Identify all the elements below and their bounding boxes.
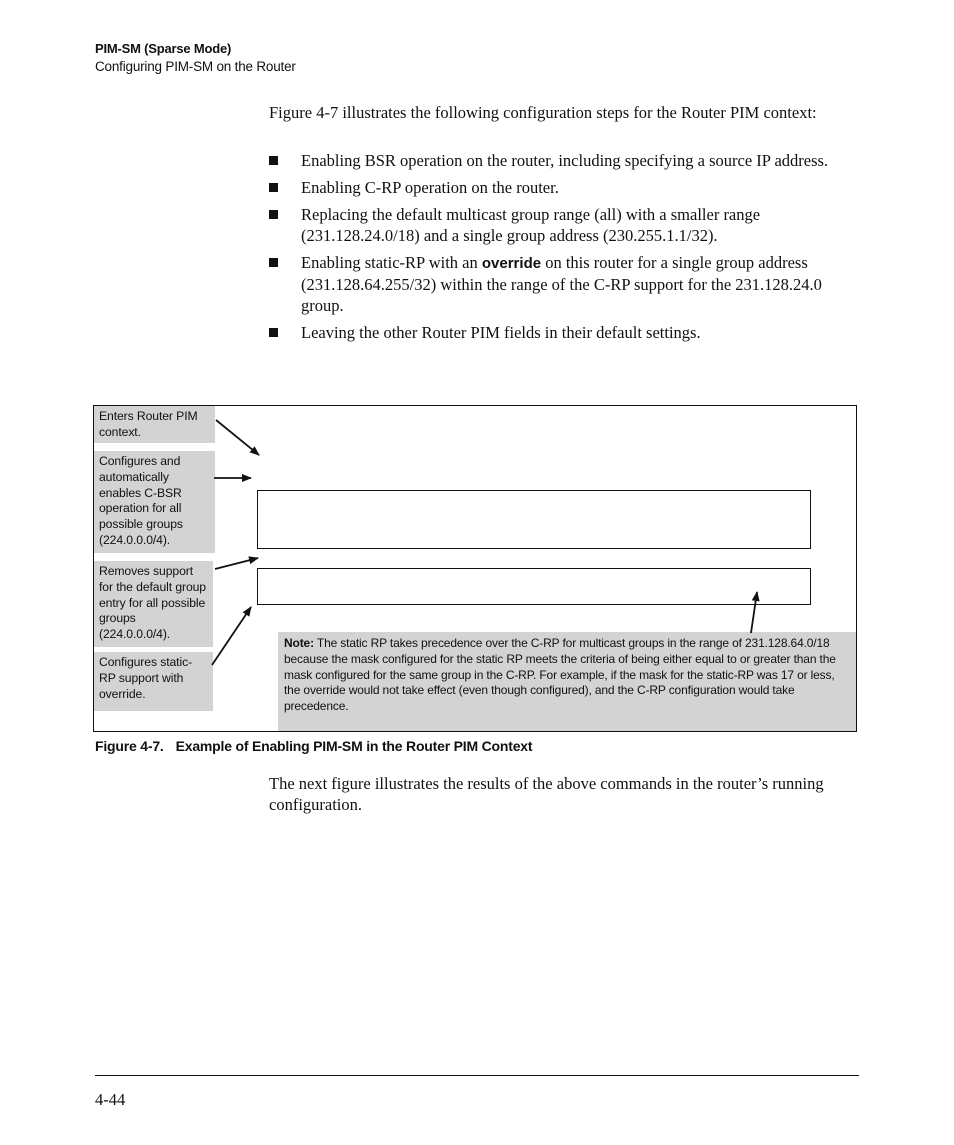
arrow-icon bbox=[212, 607, 251, 665]
running-header-title: PIM-SM (Sparse Mode) bbox=[95, 41, 232, 56]
intro-paragraph: Figure 4-7 illustrates the following configuration steps for the Router PIM context: bbox=[269, 103, 817, 122]
footer-rule bbox=[95, 1075, 859, 1076]
next-paragraph: The next figure illustrates the results of the above commands in the router’s running configuration. bbox=[269, 774, 824, 814]
arrow-icon bbox=[216, 420, 259, 455]
list-item: Replacing the default multicast group range (all) with a smaller range (231.128.24.0/18) and a single group address (230.255.1.1/32). bbox=[269, 204, 859, 246]
arrow-icon bbox=[215, 558, 258, 569]
override-keyword: override bbox=[481, 255, 542, 272]
callout-static-rp: Configures static-RP support with override. bbox=[94, 652, 213, 711]
callout-remove-default-group: Removes support for the default group entry for all possible groups (224.0.0.0/4). bbox=[94, 561, 213, 647]
callout-enters-router-pim: Enters Router PIM context. bbox=[94, 406, 215, 443]
figure-caption bbox=[95, 738, 532, 754]
running-header-subtitle: Configuring PIM-SM on the Router bbox=[95, 59, 296, 74]
arrow-icon bbox=[751, 592, 757, 633]
list-item: Leaving the other Router PIM fields in their default settings. bbox=[269, 322, 859, 343]
page-number: 4-44 bbox=[95, 1090, 126, 1109]
figure-caption-text: Example of Enabling PIM-SM in the Router PIM Context bbox=[175, 738, 533, 754]
list-item: Enabling static-RP with an override on this router for a single group address (231.128.64.255/32) within the range of the C-RP support for the 231.128.24.0 group. bbox=[269, 252, 859, 316]
note-label: Note: bbox=[284, 636, 314, 650]
callout-c-bsr: Configures and automatically enables C-BSR operation for all possible groups (224.0.0.0/4). bbox=[94, 451, 215, 553]
list-item: Enabling BSR operation on the router, including specifying a source IP address. bbox=[269, 150, 859, 171]
note-text: The static RP takes precedence over the C-RP for multicast groups in the range of 231.128.64.0/18 because the mask configured for the static RP meets the criteria of being either equal to or greater than the mask configured for the same group in the C-RP. For example, if the mask for the static-RP was 17 or less, the override would not take effect (even though configured), and the C-RP configuration would take precedence. bbox=[284, 636, 836, 714]
list-item: Enabling C-RP operation on the router. bbox=[269, 177, 859, 198]
figure-number: Figure 4-7. bbox=[95, 738, 164, 754]
